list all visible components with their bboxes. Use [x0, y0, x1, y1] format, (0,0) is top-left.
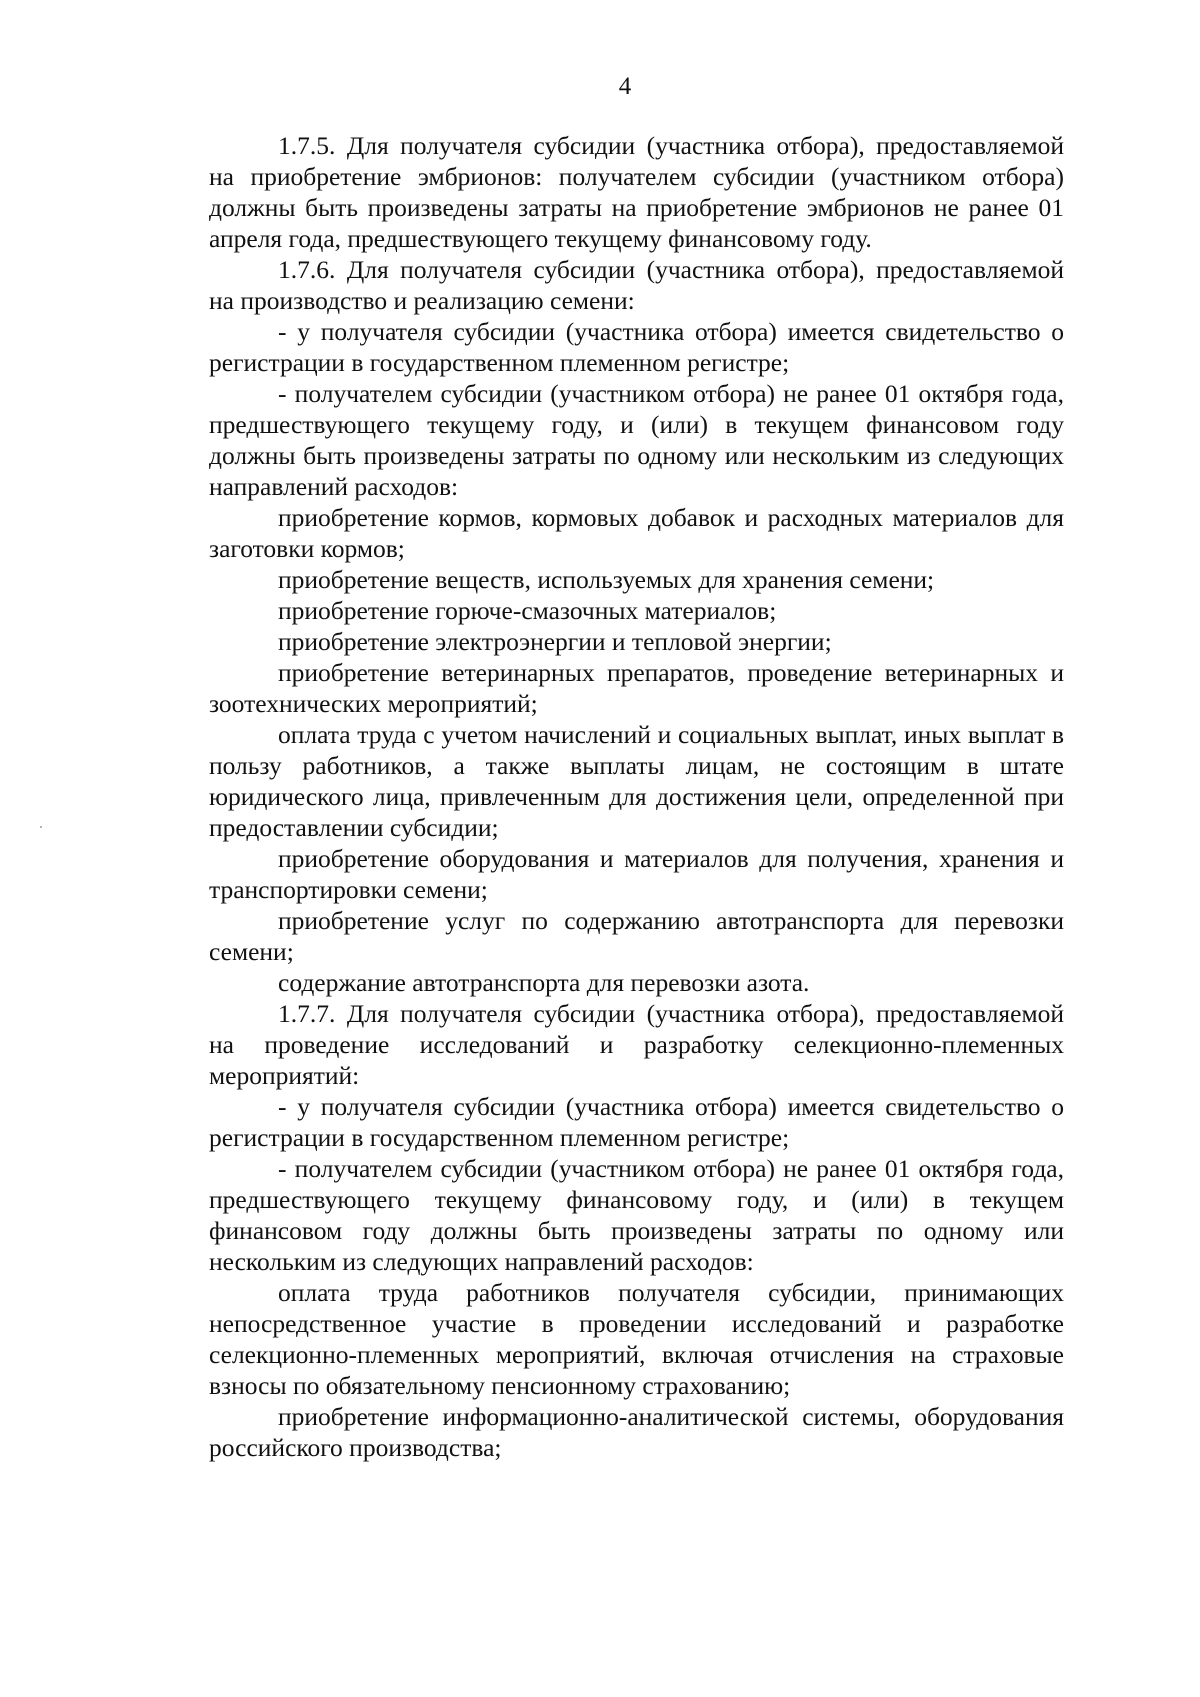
expense-item: оплата труда с учетом начислений и социальных выплат, иных выплат в пользу работников, а также выплаты лицам, не состоящим в штате юридического лица, привлеченным для достижения цели, определенной при предоставлении субсидии;	[209, 720, 1064, 842]
expense-item: приобретение услуг по содержанию автотранспорта для перевозки семени;	[209, 906, 1064, 966]
expense-item: приобретение информационно-аналитической системы, оборудования российского производства;	[209, 1402, 1064, 1462]
paragraph-1-7-7: 1.7.7. Для получателя субсидии (участника отбора), предоставляемой на проведение исследований и разработку селекционно-племенных мероприятий:	[209, 999, 1064, 1090]
expense-item: содержание автотранспорта для перевозки азота.	[278, 968, 810, 997]
expense-item: приобретение кормов, кормовых добавок и расходных материалов для заготовки кормов;	[209, 503, 1064, 563]
expense-item: оплата труда работников получателя субсидии, принимающих непосредственное участие в проведении исследований и разработке селекционно-племенных мероприятий, включая отчисления на страховые взносы по обязательному пенсионному страхованию;	[209, 1278, 1064, 1400]
page-number: 4	[618, 73, 632, 100]
expense-item: приобретение горюче-смазочных материалов;	[278, 596, 777, 625]
list-item: - получателем субсидии (участником отбора) не ранее 01 октября года, предшествующего текущему году, и (или) в текущем финансовом году должны быть произведены затраты по одному или нескольким из следующих направлений расходов:	[209, 379, 1064, 501]
list-item: - получателем субсидии (участником отбора) не ранее 01 октября года, предшествующего текущему финансовому году, и (или) в текущем финансовом году должны быть произведены затраты по одному или нескольким из следующих направлений расходов:	[209, 1154, 1064, 1276]
paragraph-1-7-5: 1.7.5. Для получателя субсидии (участника отбора), предоставляемой на приобретение эмбрионов: получателем субсидии (участником отбора) должны быть произведены затраты на приобретение эмбрионов не ранее 01 апреля года, предшествующего текущему финансовому году.	[209, 131, 1064, 253]
list-item: - у получателя субсидии (участника отбора) имеется свидетельство о регистрации в государственном племенном регистре;	[209, 1092, 1064, 1152]
expense-item: приобретение оборудования и материалов для получения, хранения и транспортировки семени;	[209, 844, 1064, 904]
document-body	[209, 130, 1064, 1463]
expense-item: приобретение веществ, используемых для хранения семени;	[278, 565, 935, 594]
scan-speck	[40, 826, 42, 828]
paragraph-1-7-6: 1.7.6. Для получателя субсидии (участника отбора), предоставляемой на производство и реализацию семени:	[209, 255, 1064, 315]
list-item: - у получателя субсидии (участника отбора) имеется свидетельство о регистрации в государственном племенном регистре;	[209, 317, 1064, 377]
expense-item: приобретение электроэнергии и тепловой энергии;	[278, 627, 832, 656]
expense-item: приобретение ветеринарных препаратов, проведение ветеринарных и зоотехнических мероприятий;	[209, 658, 1064, 718]
